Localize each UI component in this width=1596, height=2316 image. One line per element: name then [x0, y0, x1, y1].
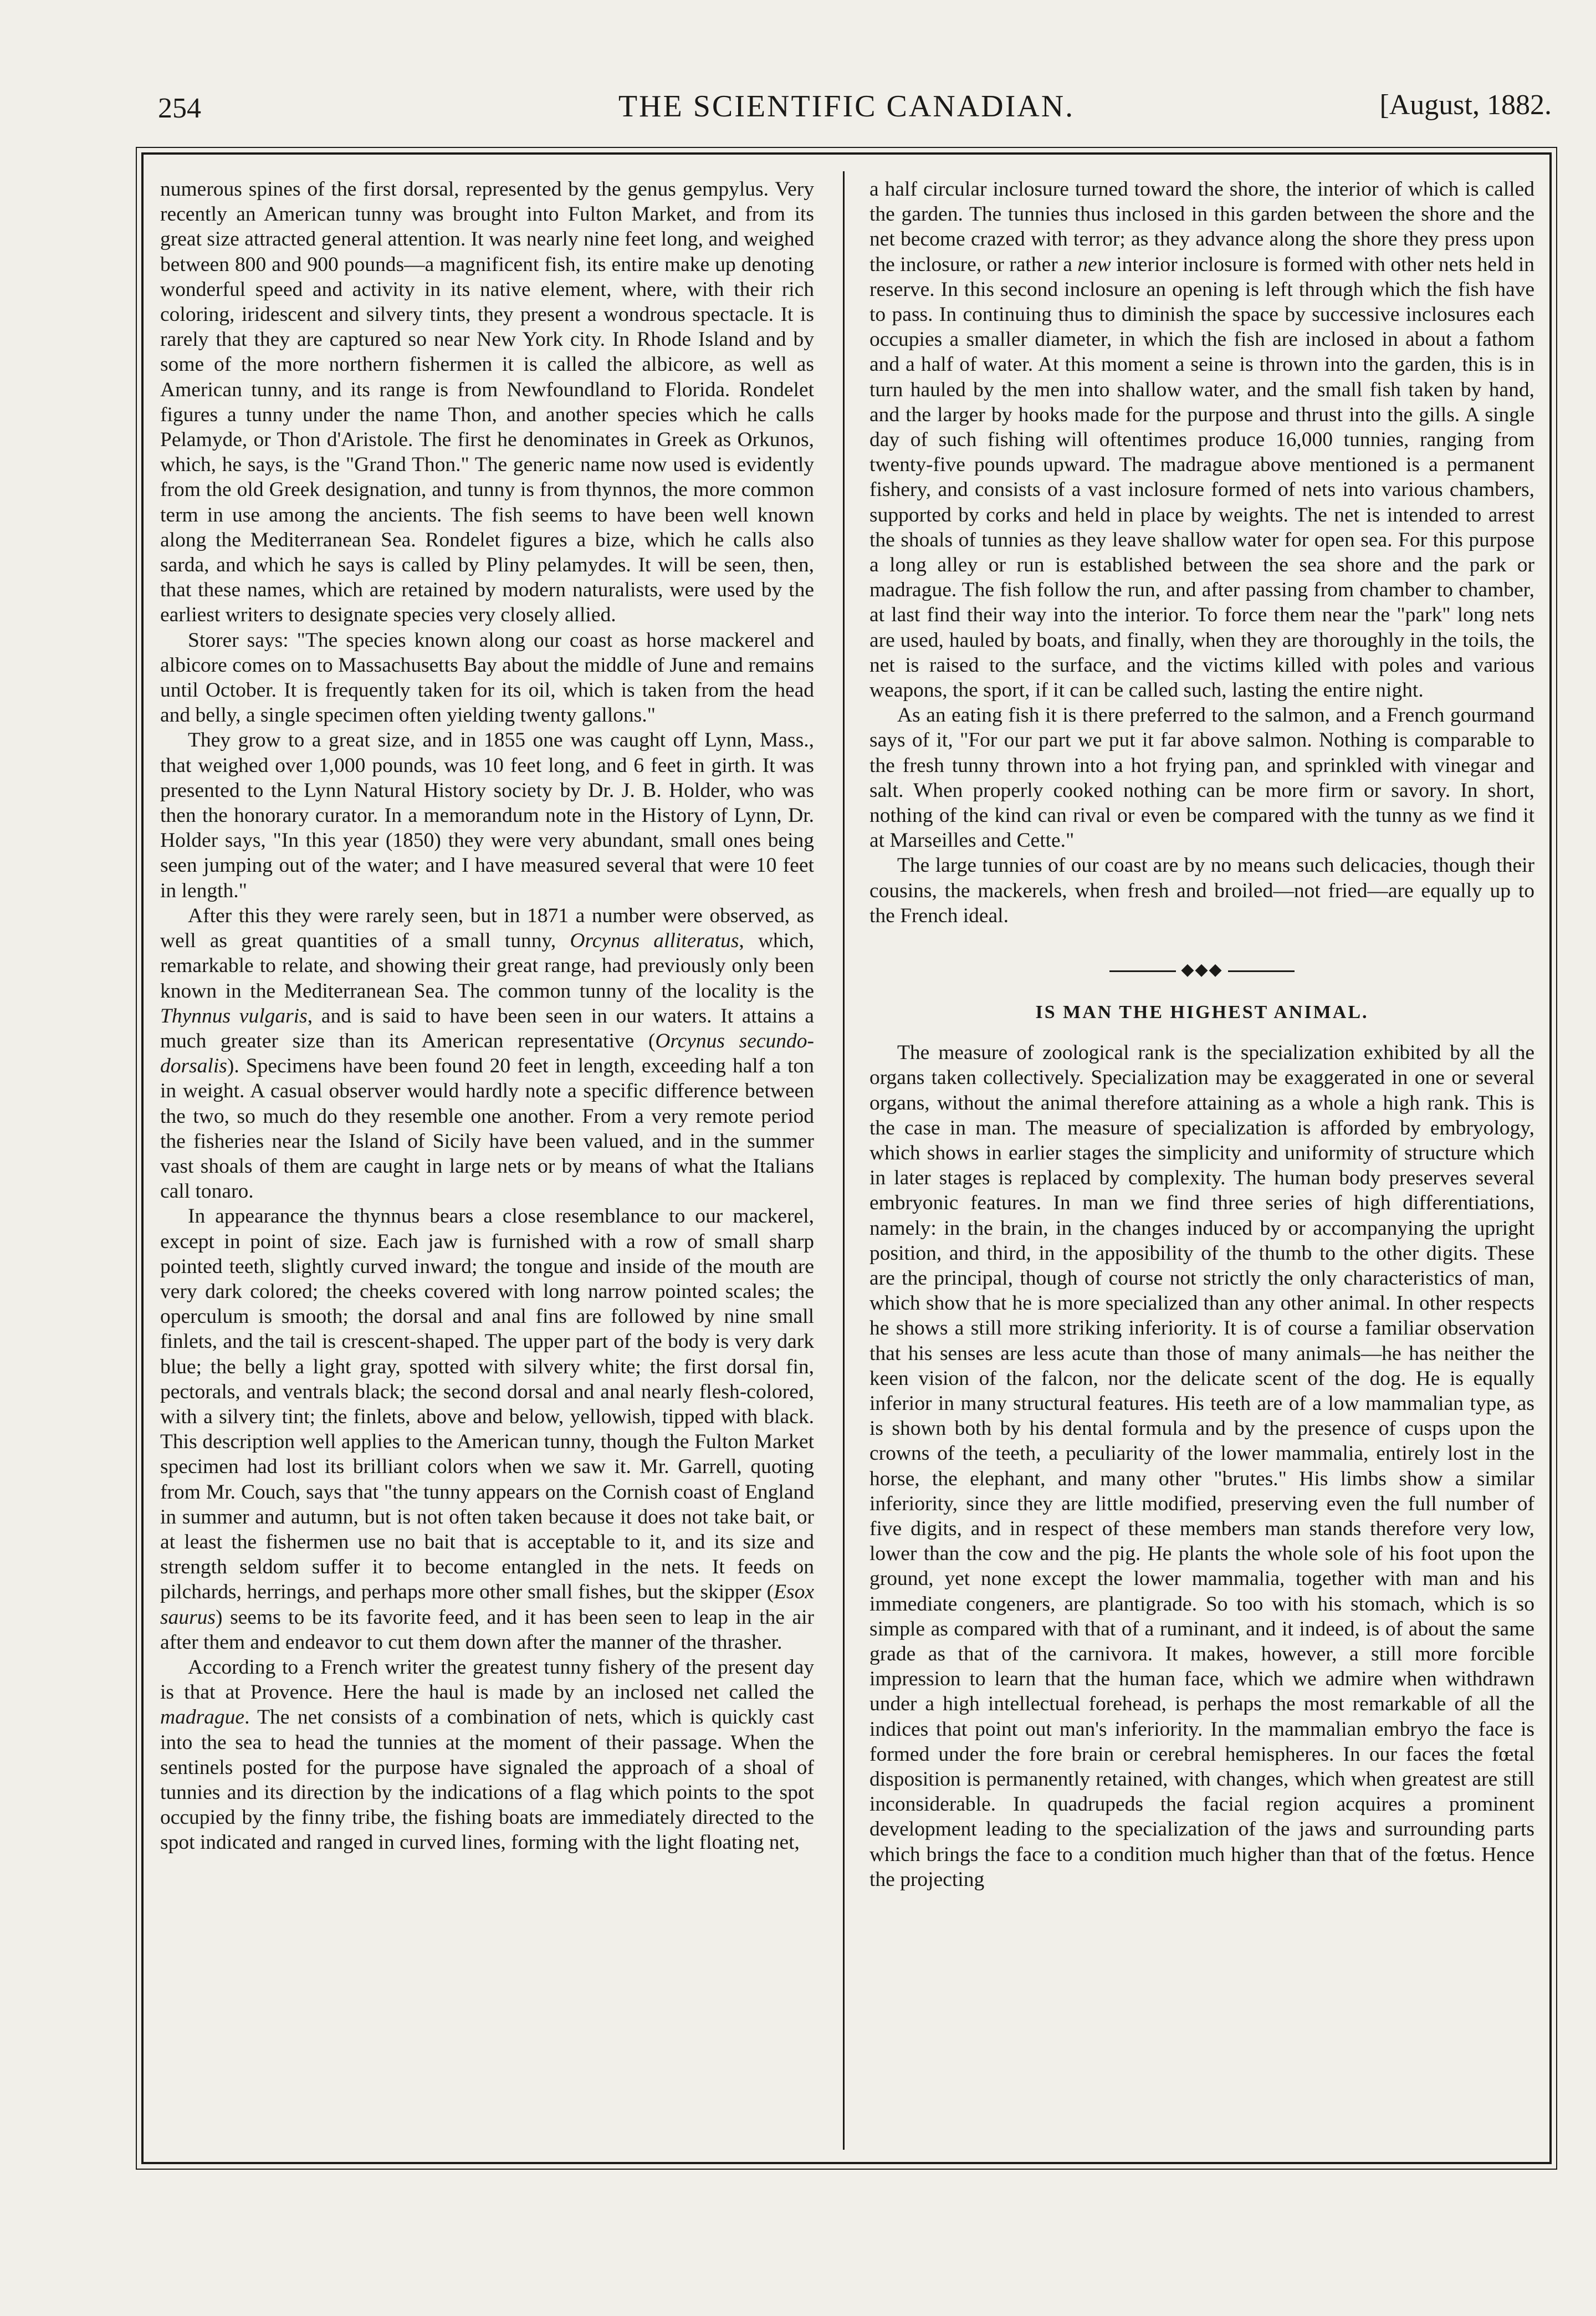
paragraph: The measure of zoological rank is the specialization exhibited by all the organs taken collectively. Specialization may be exaggerated in one or several organs, without the animal therefore attaining as a whole a high rank. This is the case in man. The measure of specialization is afforded by embryology, which shows in earlier stages the simplicity and uniformity of structure which in later stages is replaced by complexity. The human body preserves several embryonic features. In man we find three series of high differentiations, namely: in the brain, in the changes induced by or accompanying the upright position, and third, in the apposibility of the thumb to the other digits. These are the principal, though of course not strictly the only characteristics of man, which show that he is more specialized than any other animal. In other respects he shows a still more striking inferiority. It is of course a familiar observation that his senses are less acute than those of many animals—he has neither the keen vision of the falcon, nor the delicate scent of the dog. He is equally inferior in many structural features. His teeth are of a low mammalian type, as is shown both by his dental formula and by the presence of cusps upon the crowns of the teeth, a peculiarity of the lower mammalia, entirely lost in the horse, the elephant, and many other "brutes." His limbs show a similar inferiority, since they are little modified, preserving even the full number of five digits, and in respect of these members man stands therefore very low, lower than the cow and the pig. He plants the whole sole of his foot upon the ground, yet none except the lower mammalia, together with man and his immediate congeners, are plantigrade. So too with his stomach, which is so simple as compared with that of a ruminant, and it indeed, is of about the same grade as that of the carnivora. It makes, however, a still more forcible impression to learn that the human face, which we admire when withdrawn under a high intellectual forehead, is perhaps the most remarkable of all the indices that point out man's inferiority. In the mammalian embryo the face is formed under the fore brain or cerebral hemispheres. In our faces the fœtal disposition is permanently retained, with changes, which when greatest are still inconsiderable. In quadrupeds the facial region acquires a prominent development leading to the specialization of the jaws and surrounding parts which brings the face to a condition much higher than that of the fœtus. Hence the projecting — [869, 1041, 1534, 1891]
text-run: ) seems to be its favorite feed, and it has been seen to leap in the air after them and endeavor to cut them down after the manner of the thrasher. — [160, 1606, 814, 1654]
column-left — [160, 177, 814, 2144]
paragraph — [160, 1204, 814, 1655]
column-right — [869, 177, 1534, 2144]
section-heading: IS MAN THE HIGHEST ANIMAL. — [1035, 1002, 1369, 1023]
paragraph: The large tunnies of our coast are by no means such delicacies, though their cousins, the mackerels, when fresh and broiled—not fried—are equally up to the French ideal. — [869, 854, 1534, 927]
species-name: Orcynus alliteratus — [570, 929, 739, 953]
section-ornament: ◆◆◆ — [869, 962, 1534, 978]
species-name: Esox saurus — [160, 1581, 814, 1629]
journal-title: THE SCIENTIFIC CANADIAN. — [618, 89, 1075, 124]
species-name: Thynnus vulgaris — [160, 1004, 308, 1027]
species-name: Orcynus secundo-dorsalis — [160, 1029, 814, 1078]
text-run: After this they were rarely seen, but in 1871 a number were observed, as well as great quantities of a small tunny, — [160, 904, 814, 953]
italic-term: madrague — [160, 1706, 245, 1729]
text-run: interior inclosure is formed with other nets held in reserve. In this second inclosure an opening is left through which the fish have to pass. In continuing thus to diminish the space by successive inclosures each occupies a smaller diameter, in which the fish are inclosed in about a fathom and a half of water. At this moment a seine is thrown into the garden, this is in turn hauled by the men into shallow water, and the small fish taken by hand, and the larger by hooks made for the purpose and thrust into the gills. A single day of such fishing will oftentimes produce 16,000 tunnies, ranging from twenty-five pounds upward. The madrague above mentioned is a permanent fishery, and consists of a vast inclosure formed of nets into various chambers, supported by corks and held in place by weights. The net is intended to arrest the shoals of tunnies as they leave shallow water for open sea. For this purpose a long alley or run is established between the sea shore and the park or madrague. The fish follow the run, and after passing from chamber to chamber, at last find their way into the interior. To force them near the "park" long nets are used, hauled by boats, and finally, when they are thoroughly in the toils, the net is raised to the surface, and the victims killed with poles and various weapons, the sport, if it can be called such, lasting the entire night. — [869, 253, 1534, 702]
text-run: , and is said to have been seen in our waters. It attains a much greater size than its American representative ( — [160, 1004, 814, 1052]
page-frame — [141, 152, 1552, 2164]
paragraph: As an eating fish it is there preferred to the salmon, and a French gourmand says of it, "For our part we put it far above salmon. Nothing is comparable to the fresh tunny thrown into a hot frying pan, and sprinkled with vinegar and salt. When properly cooked nothing can be more firm or savory. In short, nothing of the kind can rival or even be compared with the tunny as we find it at Marseilles and Cette." — [869, 704, 1534, 852]
text-run: According to a French writer the greatest tunny fishery of the present day is that at Provence. Here the haul is made by an inclosed net called the — [160, 1655, 814, 1704]
text-run: , which, remarkable to relate, and showing their great range, had previously only been known in the Mediterranean Sea. The common tunny of the locality is the — [160, 929, 814, 1003]
paragraph — [160, 1655, 814, 1855]
paragraph: numerous spines of the first dorsal, represented by the genus gempylus. Very recently an American tunny was brought into Fulton Market, and from its great size attracted general attention. It was nearly nine feet long, and weighed between 800 and 900 pounds—a magnificent fish, its entire make up denoting wonderful speed and activity in its native element, where, with their rich coloring, iridescent and silvery tints, they present a wondrous spectacle. It is rarely that they are captured so near New York city. In Rhode Island and by some of the more northern fishermen it is called the albicore, as well as American tunny, and its range is from Newfoundland to Florida. Rondelet figures a tunny under the name Thon, and another species which he calls Pelamyde, or Thon d'Aristole. The first he denominates in Greek as Orkunos, which, he says, is the "Grand Thon." The generic name now used is evidently from the old Greek designation, and tunny is from thynnos, the more common term in use among the ancients. The fish seems to have been well known along the Mediterranean Sea. Rondelet figures a bize, which he calls also sarda, and which he says is called by Pliny pelamydes. It will be seen, then, that these names, which are retained by modern naturalists, were used by the earliest writers to designate species very closely allied. — [160, 178, 814, 627]
text-run: . The net consists of a combination of nets, which is quickly cast into the sea to head the tunnies at the moment of their passage. When the sentinels posted for the purpose have signaled the approach of a shoal of tunnies and its direction by the indications of a flag which points to the spot occupied by the finny tribe, the fishing boats are immediately directed to the spot indicated and ranged in curved lines, forming with the light floating net, — [160, 1706, 814, 1854]
paragraph — [869, 177, 1534, 703]
page-number: 254 — [158, 93, 201, 124]
column-divider — [843, 171, 845, 2150]
page-header — [141, 83, 1552, 133]
paragraph: Storer says: "The species known along our coast as horse mackerel and albicore comes on to Massachusetts Bay about the middle of June and remains until October. It is frequently taken for its oil, which is taken from the head and belly, a single specimen often yielding twenty gallons." — [160, 628, 814, 727]
issue-date: [August, 1882. — [1379, 89, 1552, 121]
text-run: a half circular inclosure turned toward the shore, the interior of which is called the garden. The tunnies thus inclosed in this garden between the shore and the net become crazed with terror; as they advance along the shore they press upon the inclosure, or rather a — [869, 178, 1534, 276]
text-run: In appearance the thynnus bears a close resemblance to our mackerel, except in point of size. Each jaw is furnished with a row of small sharp pointed teeth, slightly curved inward; the tongue and inside of the mouth are very dark colored; the cheeks covered with long narrow pointed scales; the operculum is smooth; the dorsal and anal fins are followed by nine small finlets, and the tail is crescent-shaped. The upper part of the body is very dark blue; the belly a light gray, spotted with silvery white; the first dorsal fin, pectorals, and ventrals black; the second dorsal and anal nearly flesh-colored, with a silvery tint; the finlets, above and below, yellowish, tipped with black. This description well applies to the American tunny, though the Fulton Market specimen had lost its brilliant colors when we saw it. Mr. Garrell, quoting from Mr. Couch, says that "the tunny appears on the Cornish coast of England in summer and autumn, but is not often taken because it does not take bait, or at least the fishermen use no bait that is acceptable to it, and its size and strength seldom suffer it to become entangled in the nets. It feeds on pilchards, herrings, and perhaps more other small fishes, but the skipper ( — [160, 1205, 814, 1604]
paragraph — [160, 903, 814, 1204]
italic-term: new — [1077, 253, 1111, 276]
text-run: ). Specimens have been found 20 feet in length, exceeding half a ton in weight. A casual observer would hardly note a specific difference between the two, so much do they resemble one another. From a very remote period the fisheries near the Island of Sicily have been valued, and in the summer vast shoals of them are caught in large nets or by means of what the Italians call tonaro. — [160, 1055, 814, 1203]
paragraph: They grow to a great size, and in 1855 one was caught off Lynn, Mass., that weighed over 1,000 pounds, was 10 feet long, and 6 feet in girth. It was presented to the Lynn Natural History society by Dr. J. B. Holder, who was then the honorary curator. In a memorandum note in the History of Lynn, Dr. Holder says, "In this year (1850) they were very abundant, small ones being seen jumping out of the water; and I have measured several that were 10 feet in length." — [160, 729, 814, 902]
